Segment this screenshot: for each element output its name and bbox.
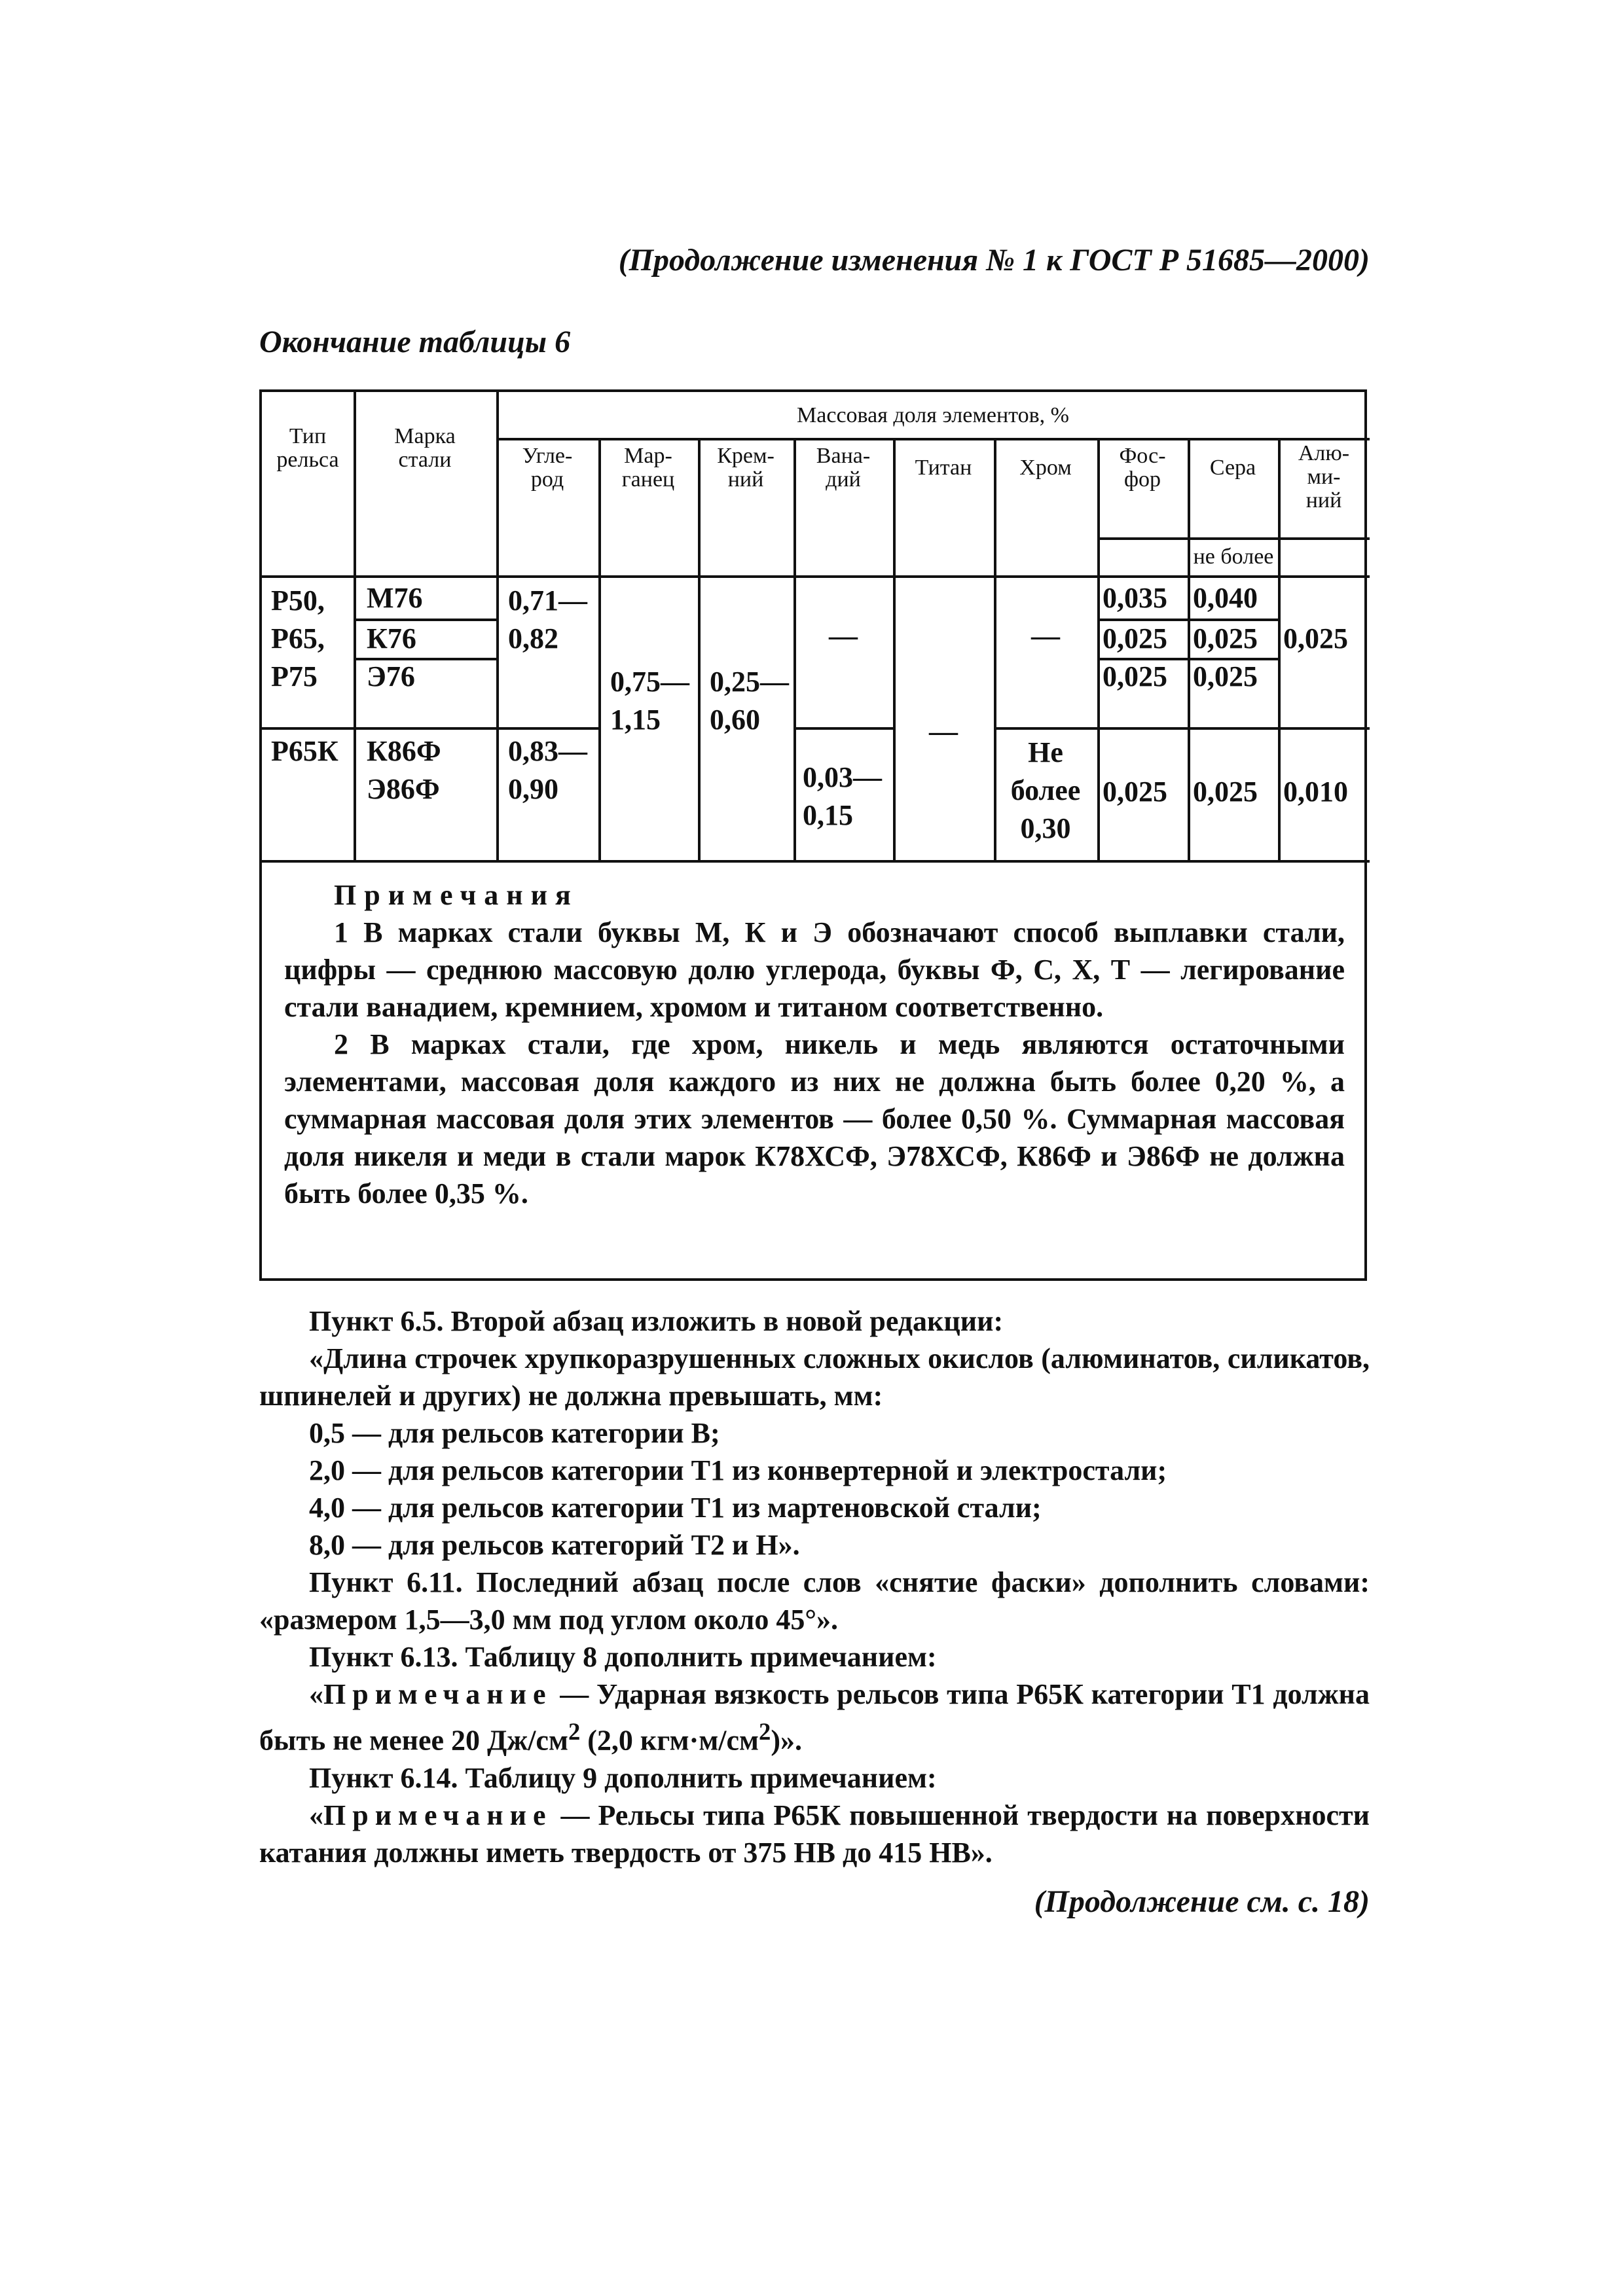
paragraph: «Примечание — Рельсы типа Р65К повышенной твердости на поверхности катания должны иметь твердость от 375 НВ до 415 НВ». <box>259 1799 1370 1869</box>
paragraph: «Примечание — Ударная вязкость рельсов типа Р65К категории Т1 должна быть не менее 20 $Дж/см^2$ (2,0 $кгм\cdot м/см^2$)». <box>259 1678 1370 1757</box>
col-header-steel-grade: Марка стали <box>394 424 456 472</box>
col-header-chromium: Хром <box>1019 456 1072 480</box>
col-header-rail-type: Тип рельса <box>276 424 339 472</box>
aluminum-1: 0,025 <box>1283 622 1348 655</box>
table-rule <box>598 438 601 861</box>
grade-m76: М76 <box>367 582 423 614</box>
table-rule <box>496 438 1370 440</box>
note-2: 2 В марках стали, где хром, никель и медь являются остаточными элементами, массовая доля каждого из них не должна быть более 0,20 %, а суммарная массовая доля этих элементов — более 0,50 %. Суммарная массовая доля никеля и меди в стали марок К78ХСФ, Э78ХСФ, К86Ф и Э86Ф не должна быть более 0,35 %. <box>284 1028 1345 1210</box>
table-caption: Окончание таблицы 6 <box>259 325 571 359</box>
table-rule <box>793 727 893 730</box>
spaced-word: Примечание <box>323 1678 553 1710</box>
grade-e76: Э76 <box>367 660 415 692</box>
table-rule <box>698 438 701 861</box>
table-rule <box>262 575 1370 578</box>
notes-title: Примечания <box>334 879 579 911</box>
table-rule <box>262 727 598 730</box>
paragraph: 0,5 — для рельсов категории В; <box>309 1417 720 1449</box>
table-rule <box>893 438 896 861</box>
grade-k76: К76 <box>367 622 416 655</box>
col-header-titanium: Титан <box>915 456 972 480</box>
ne-bolee-label: не более <box>1193 545 1274 569</box>
vanadium-1: — <box>829 620 858 652</box>
note-1: 1 В марках стали буквы М, К и Э обозначают способ выплавки стали, цифры — среднюю массовую долю углерода, буквы Ф, С, X, Т — легирование стали ванадием, кремнием, хромом и титаном соответственно. <box>284 916 1345 1023</box>
col-header-sulfur: Сера <box>1209 456 1256 480</box>
phosphorus-k76: 0,025 <box>1103 622 1167 655</box>
sulfur-e76: 0,025 <box>1193 660 1258 692</box>
col-header-silicon: Крем- ний <box>717 444 775 492</box>
col-header-aluminum: Алю- ми- ний <box>1298 441 1350 512</box>
sulfur-m76: 0,040 <box>1193 582 1258 614</box>
carbon-2: 0,83— 0,90 <box>508 735 587 805</box>
table-rule <box>1097 537 1370 540</box>
table-rule <box>994 727 1370 730</box>
paragraph: Пункт 6.13. Таблицу 8 дополнить примечанием: <box>309 1641 937 1673</box>
rail-types-1: Р50, Р65, Р75 <box>271 584 325 692</box>
phosphorus-e76: 0,025 <box>1103 660 1167 692</box>
silicon-range: 0,25— 0,60 <box>710 666 789 736</box>
composition-table <box>259 389 1367 1281</box>
page-footer: (Продолжение см. с. 18) <box>1034 1884 1370 1919</box>
manganese-range: 0,75— 1,15 <box>610 666 689 736</box>
rail-type-r65k: Р65К <box>271 735 338 767</box>
phosphorus-2: 0,025 <box>1103 776 1167 808</box>
table-notes <box>284 876 1345 1212</box>
vanadium-2: 0,03— 0,15 <box>803 761 882 831</box>
col-header-vanadium: Вана- дий <box>816 444 871 492</box>
col-header-phosphorus: Фос- фор <box>1119 444 1166 492</box>
paragraph: «Длина строчек хрупкоразрушенных сложных окислов (алюминатов, силикатов, шпинелей и других) не должна превышать, мм: <box>259 1342 1370 1412</box>
table-rule <box>262 860 1370 863</box>
col-header-manganese: Мар- ганец <box>621 444 675 492</box>
paragraph: 8,0 — для рельсов категорий Т2 и Н». <box>309 1529 800 1561</box>
table-rule <box>1097 438 1100 861</box>
aluminum-2: 0,010 <box>1283 776 1348 808</box>
phosphorus-m76: 0,035 <box>1103 582 1167 614</box>
chromium-2: Не более 0,30 <box>1010 736 1081 844</box>
page-header: (Продолжение изменения № 1 к ГОСТ Р 51685—2000) <box>618 243 1370 278</box>
paragraph: Пункт 6.14. Таблицу 9 дополнить примечанием: <box>309 1761 937 1794</box>
paragraph: 4,0 — для рельсов категории Т1 из мартеновской стали; <box>309 1492 1042 1524</box>
carbon-1: 0,71— 0,82 <box>508 584 587 655</box>
chromium-1: — <box>1031 620 1060 652</box>
group-header: Массовая доля элементов, % <box>797 403 1069 427</box>
paragraph: Пункт 6.5. Второй абзац изложить в новой редакции: <box>309 1305 1004 1337</box>
titanium-value: — <box>929 715 958 747</box>
sulfur-2: 0,025 <box>1193 776 1258 808</box>
grades-2: К86Ф Э86Ф <box>367 735 441 805</box>
paragraph: Пункт 6.11. Последний абзац после слов «снятие фаски» дополнить словами: «размером 1,5—3,0 мм под углом около 45°». <box>259 1566 1370 1636</box>
spaced-word: Примечание <box>323 1799 553 1831</box>
table-rule <box>1188 438 1190 861</box>
paragraph: 2,0 — для рельсов категории Т1 из конвертерной и электростали; <box>309 1454 1167 1486</box>
body-text <box>259 1302 1370 1871</box>
col-header-carbon: Угле- род <box>522 444 573 492</box>
sulfur-k76: 0,025 <box>1193 622 1258 655</box>
